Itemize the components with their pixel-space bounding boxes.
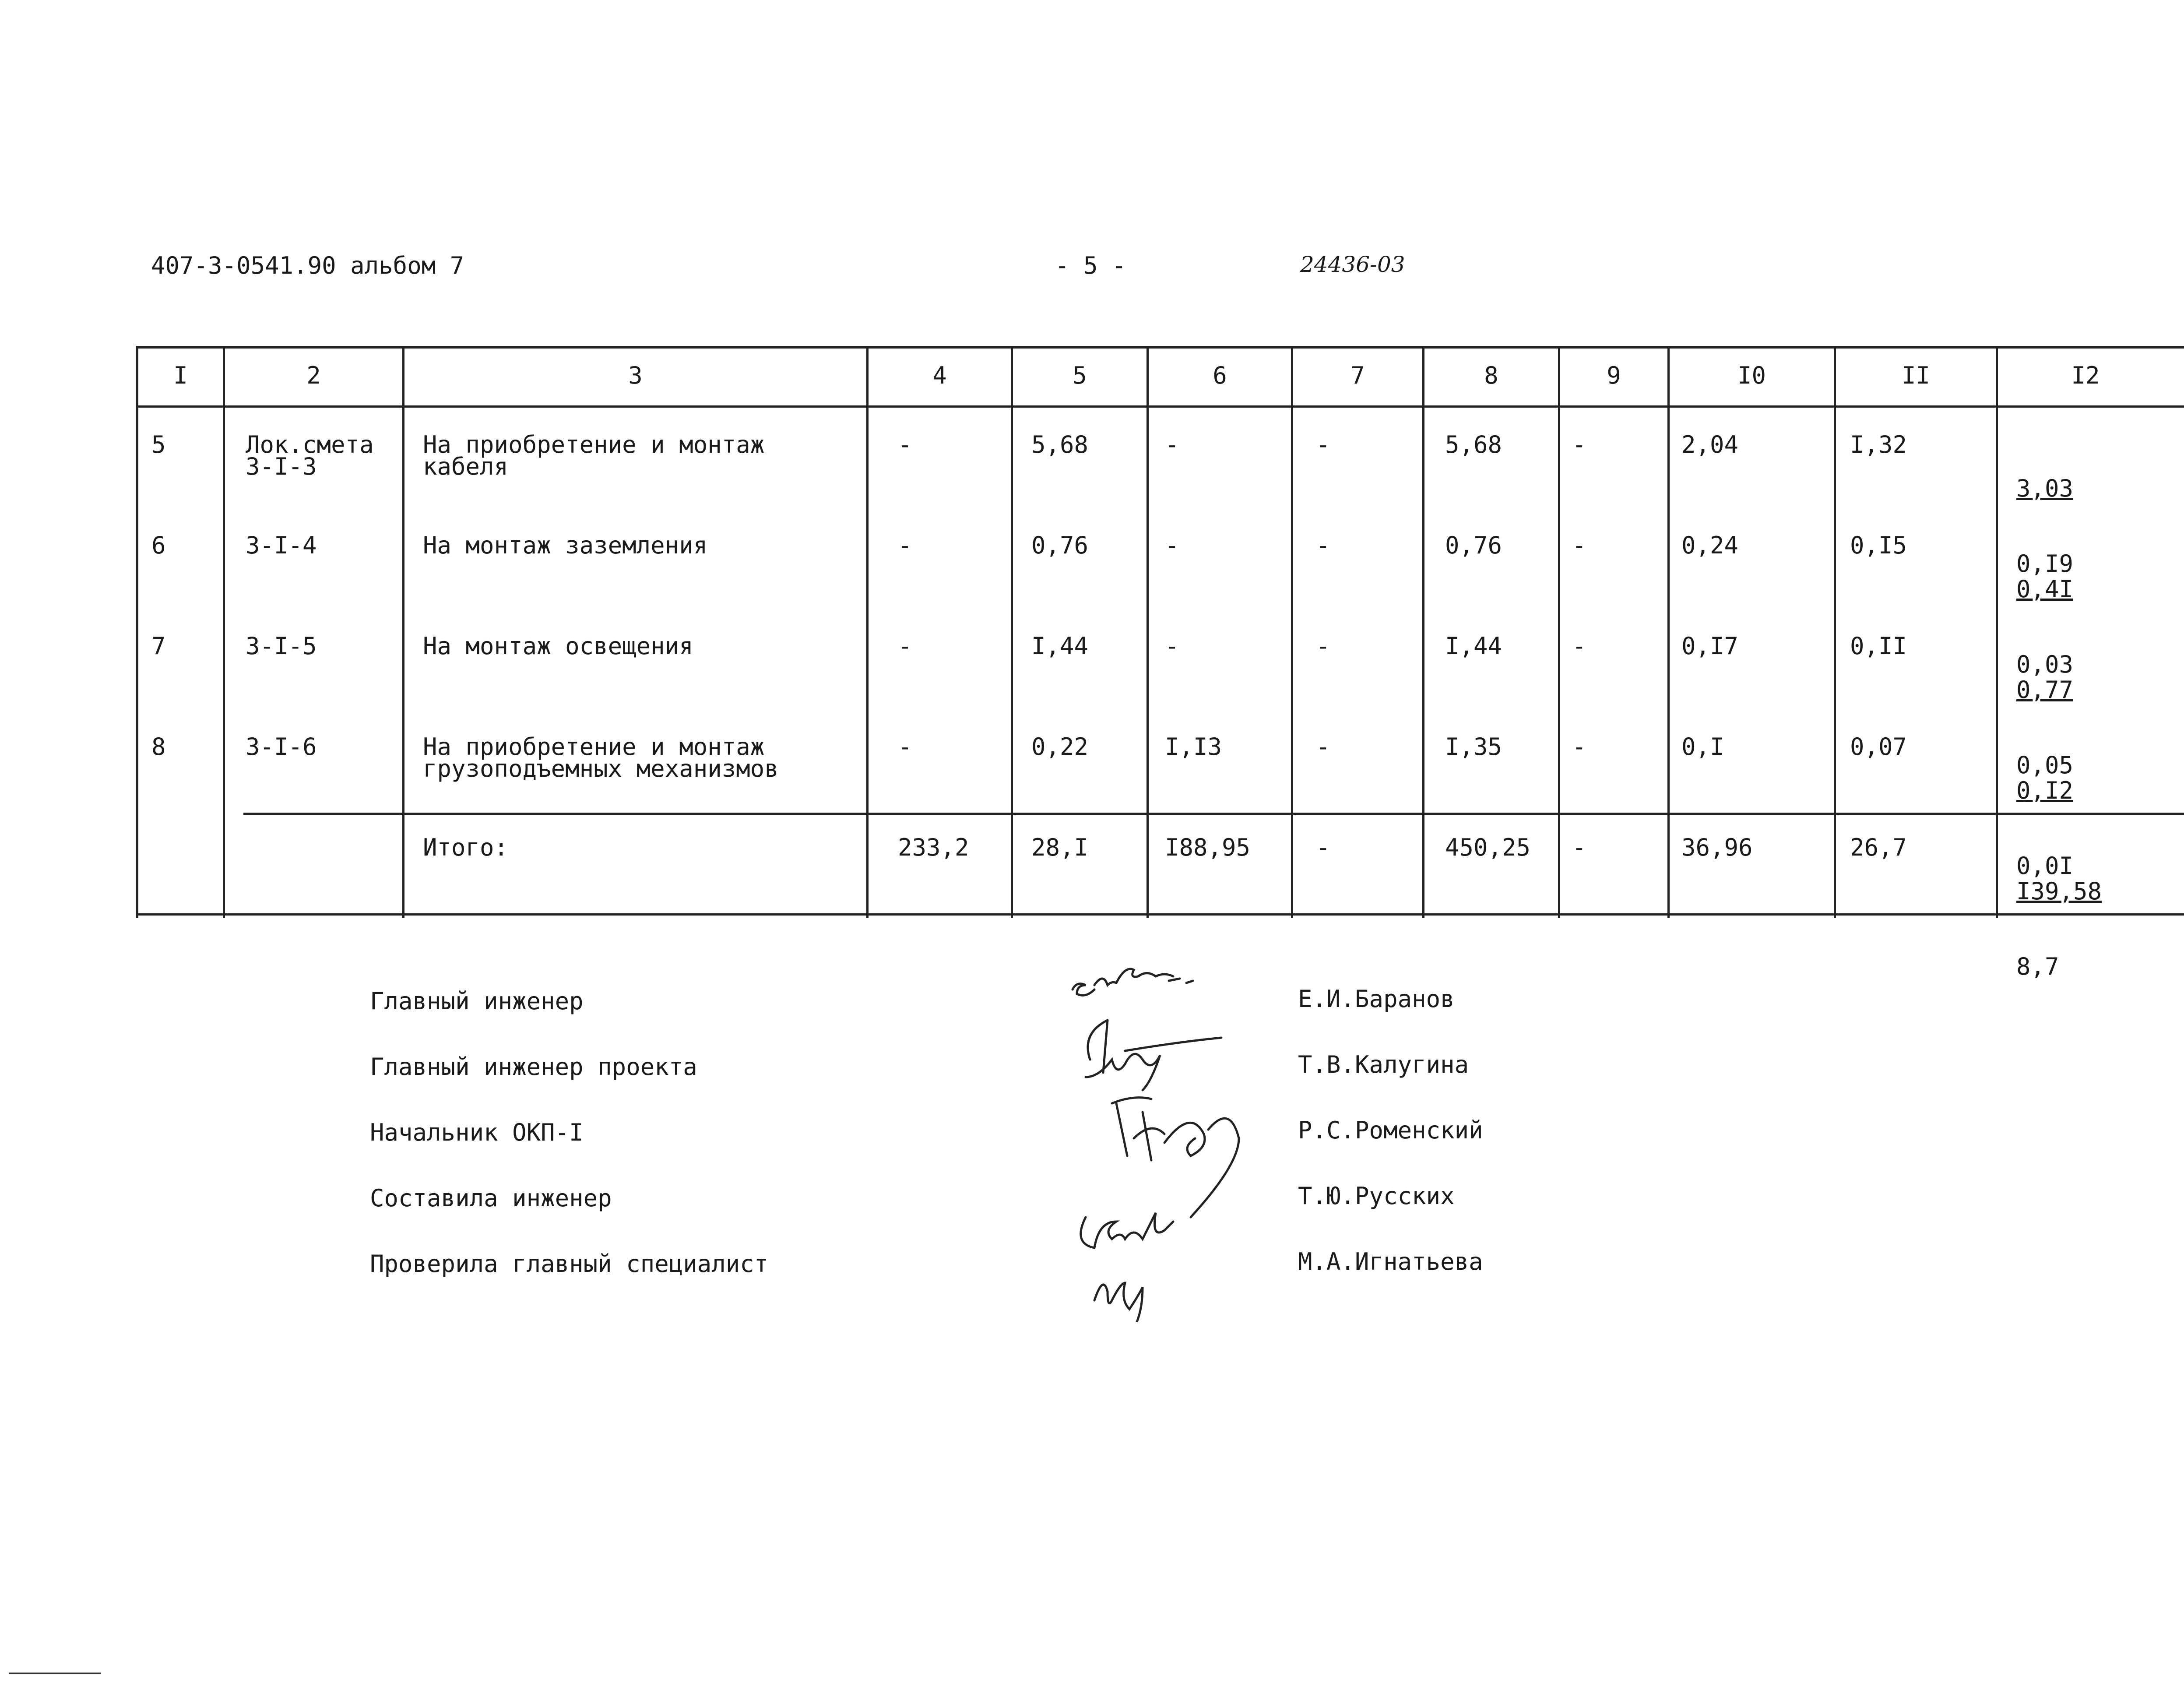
fraction-numerator: 0,4I	[2016, 575, 2074, 603]
total-value: -	[1572, 834, 1586, 861]
total-value: 450,25	[1445, 834, 1531, 861]
fraction-denominator: 0,I9	[2016, 550, 2074, 578]
column-divider	[1996, 349, 1998, 918]
cell-value: 5,68	[1445, 431, 1502, 458]
handwritten-signatures	[1059, 963, 1287, 1322]
signer-name: Т.В.Калугина	[1298, 1051, 1469, 1078]
estimate-ref: 3-I-4	[246, 532, 317, 559]
cell-value: -	[1316, 733, 1330, 761]
cell-value: -	[1572, 632, 1586, 660]
row-number: 6	[151, 532, 166, 559]
column-header: 9	[1607, 362, 1621, 389]
signer-role: Главный инженер проекта	[370, 1053, 697, 1081]
header-divider	[138, 405, 2184, 408]
fraction-numerator: I39,58	[2016, 877, 2102, 905]
column-header: I	[173, 362, 188, 389]
signer-role: Составила инженер	[370, 1184, 612, 1212]
column-header: 7	[1350, 362, 1365, 389]
cell-value: 0,07	[1850, 733, 1907, 761]
fraction-numerator: 3,03	[2016, 475, 2074, 502]
total-value: -	[1316, 834, 1330, 861]
total-divider	[243, 813, 2184, 815]
total-label: Итого:	[423, 834, 509, 861]
fraction-denominator: 8,7	[2016, 953, 2059, 980]
column-divider	[1834, 349, 1836, 918]
table-bottom-border	[138, 913, 2184, 916]
cell-value: -	[898, 431, 912, 458]
column-divider	[866, 349, 869, 918]
work-description: На приобретение и монтаж кабеля	[423, 431, 765, 480]
cell-value: 0,76	[1031, 532, 1089, 559]
column-header: 8	[1484, 362, 1498, 389]
column-header: 4	[932, 362, 947, 389]
cell-value: -	[898, 733, 912, 761]
work-description: На монтаж освещения	[423, 632, 693, 660]
total-value: I88,95	[1165, 834, 1251, 861]
column-header: 6	[1213, 362, 1227, 389]
fraction-numerator: 0,I2	[2016, 777, 2074, 804]
fraction-denominator: 0,05	[2016, 751, 2074, 779]
cell-value: -	[1572, 733, 1586, 761]
total-value: 233,2	[898, 834, 969, 861]
cell-value: I,I3	[1165, 733, 1222, 761]
fraction-value	[2016, 837, 2102, 1021]
cell-value: 0,II	[1850, 632, 1907, 660]
fraction-denominator: 0,0I	[2016, 852, 2074, 880]
total-value: 36,96	[1681, 834, 1753, 861]
work-description: На монтаж заземления	[423, 532, 708, 559]
document-code: 407-3-0541.90 альбом 7	[151, 252, 464, 279]
column-header: I2	[2071, 362, 2100, 389]
cell-value: I,35	[1445, 733, 1502, 761]
estimate-table	[136, 346, 2184, 980]
cell-value: -	[898, 632, 912, 660]
cell-value: I,32	[1850, 431, 1907, 458]
signer-role: Проверила главный специалист	[370, 1250, 769, 1278]
fraction-numerator: 0,77	[2016, 676, 2074, 704]
cell-value: 0,I7	[1681, 632, 1739, 660]
column-divider	[223, 349, 225, 918]
cell-value: 5,68	[1031, 431, 1089, 458]
column-divider	[1291, 349, 1293, 918]
cell-value: I,44	[1445, 632, 1502, 660]
fraction-denominator: 0,03	[2016, 651, 2074, 678]
scan-artifact-line	[9, 1673, 101, 1674]
cell-value: -	[1572, 431, 1586, 458]
cell-value: 0,I5	[1850, 532, 1907, 559]
column-header: 3	[628, 362, 643, 389]
cell-value: -	[898, 532, 912, 559]
column-divider	[1558, 349, 1560, 918]
cell-value: -	[1316, 431, 1330, 458]
cell-value: -	[1165, 431, 1179, 458]
total-value: 26,7	[1850, 834, 1907, 861]
column-header: 2	[306, 362, 321, 389]
cell-value: -	[1572, 532, 1586, 559]
estimate-ref: 3-I-6	[246, 733, 317, 761]
column-divider	[1011, 349, 1013, 918]
signer-name: М.А.Игнатьева	[1298, 1248, 1483, 1275]
column-divider	[1422, 349, 1424, 918]
column-divider	[1667, 349, 1670, 918]
cell-value: -	[1165, 532, 1179, 559]
total-value: 28,I	[1031, 834, 1089, 861]
signer-role: Начальник ОКП-I	[370, 1119, 584, 1146]
cell-value: -	[1165, 632, 1179, 660]
column-divider	[1147, 349, 1149, 918]
estimate-ref: 3-I-5	[246, 632, 317, 660]
column-header: II	[1901, 362, 1931, 389]
cell-value: 2,04	[1681, 431, 1739, 458]
cell-value: 0,76	[1445, 532, 1502, 559]
row-number: 5	[151, 431, 166, 458]
cell-value: 0,22	[1031, 733, 1089, 761]
page-number: - 5 -	[1055, 252, 1126, 279]
estimate-ref: Лок.смета 3-I-3	[246, 431, 374, 480]
cell-value: I,44	[1031, 632, 1089, 660]
signer-name: Е.И.Баранов	[1298, 985, 1455, 1013]
cell-value: -	[1316, 532, 1330, 559]
work-description: На приобретение и монтаж грузоподъемных механизмов	[423, 733, 779, 782]
row-number: 7	[151, 632, 166, 660]
column-divider	[402, 349, 404, 918]
column-header: 5	[1073, 362, 1087, 389]
cell-value: 0,24	[1681, 532, 1739, 559]
cell-value: 0,I	[1681, 733, 1724, 761]
handwritten-doc-number: 24436-03	[1300, 252, 1405, 277]
signer-role: Главный инженер	[370, 987, 584, 1015]
column-header: I0	[1737, 362, 1766, 389]
cell-value: -	[1316, 632, 1330, 660]
signer-name: Т.Ю.Русских	[1298, 1182, 1455, 1210]
row-number: 8	[151, 733, 166, 761]
signer-name: Р.С.Роменский	[1298, 1116, 1483, 1144]
